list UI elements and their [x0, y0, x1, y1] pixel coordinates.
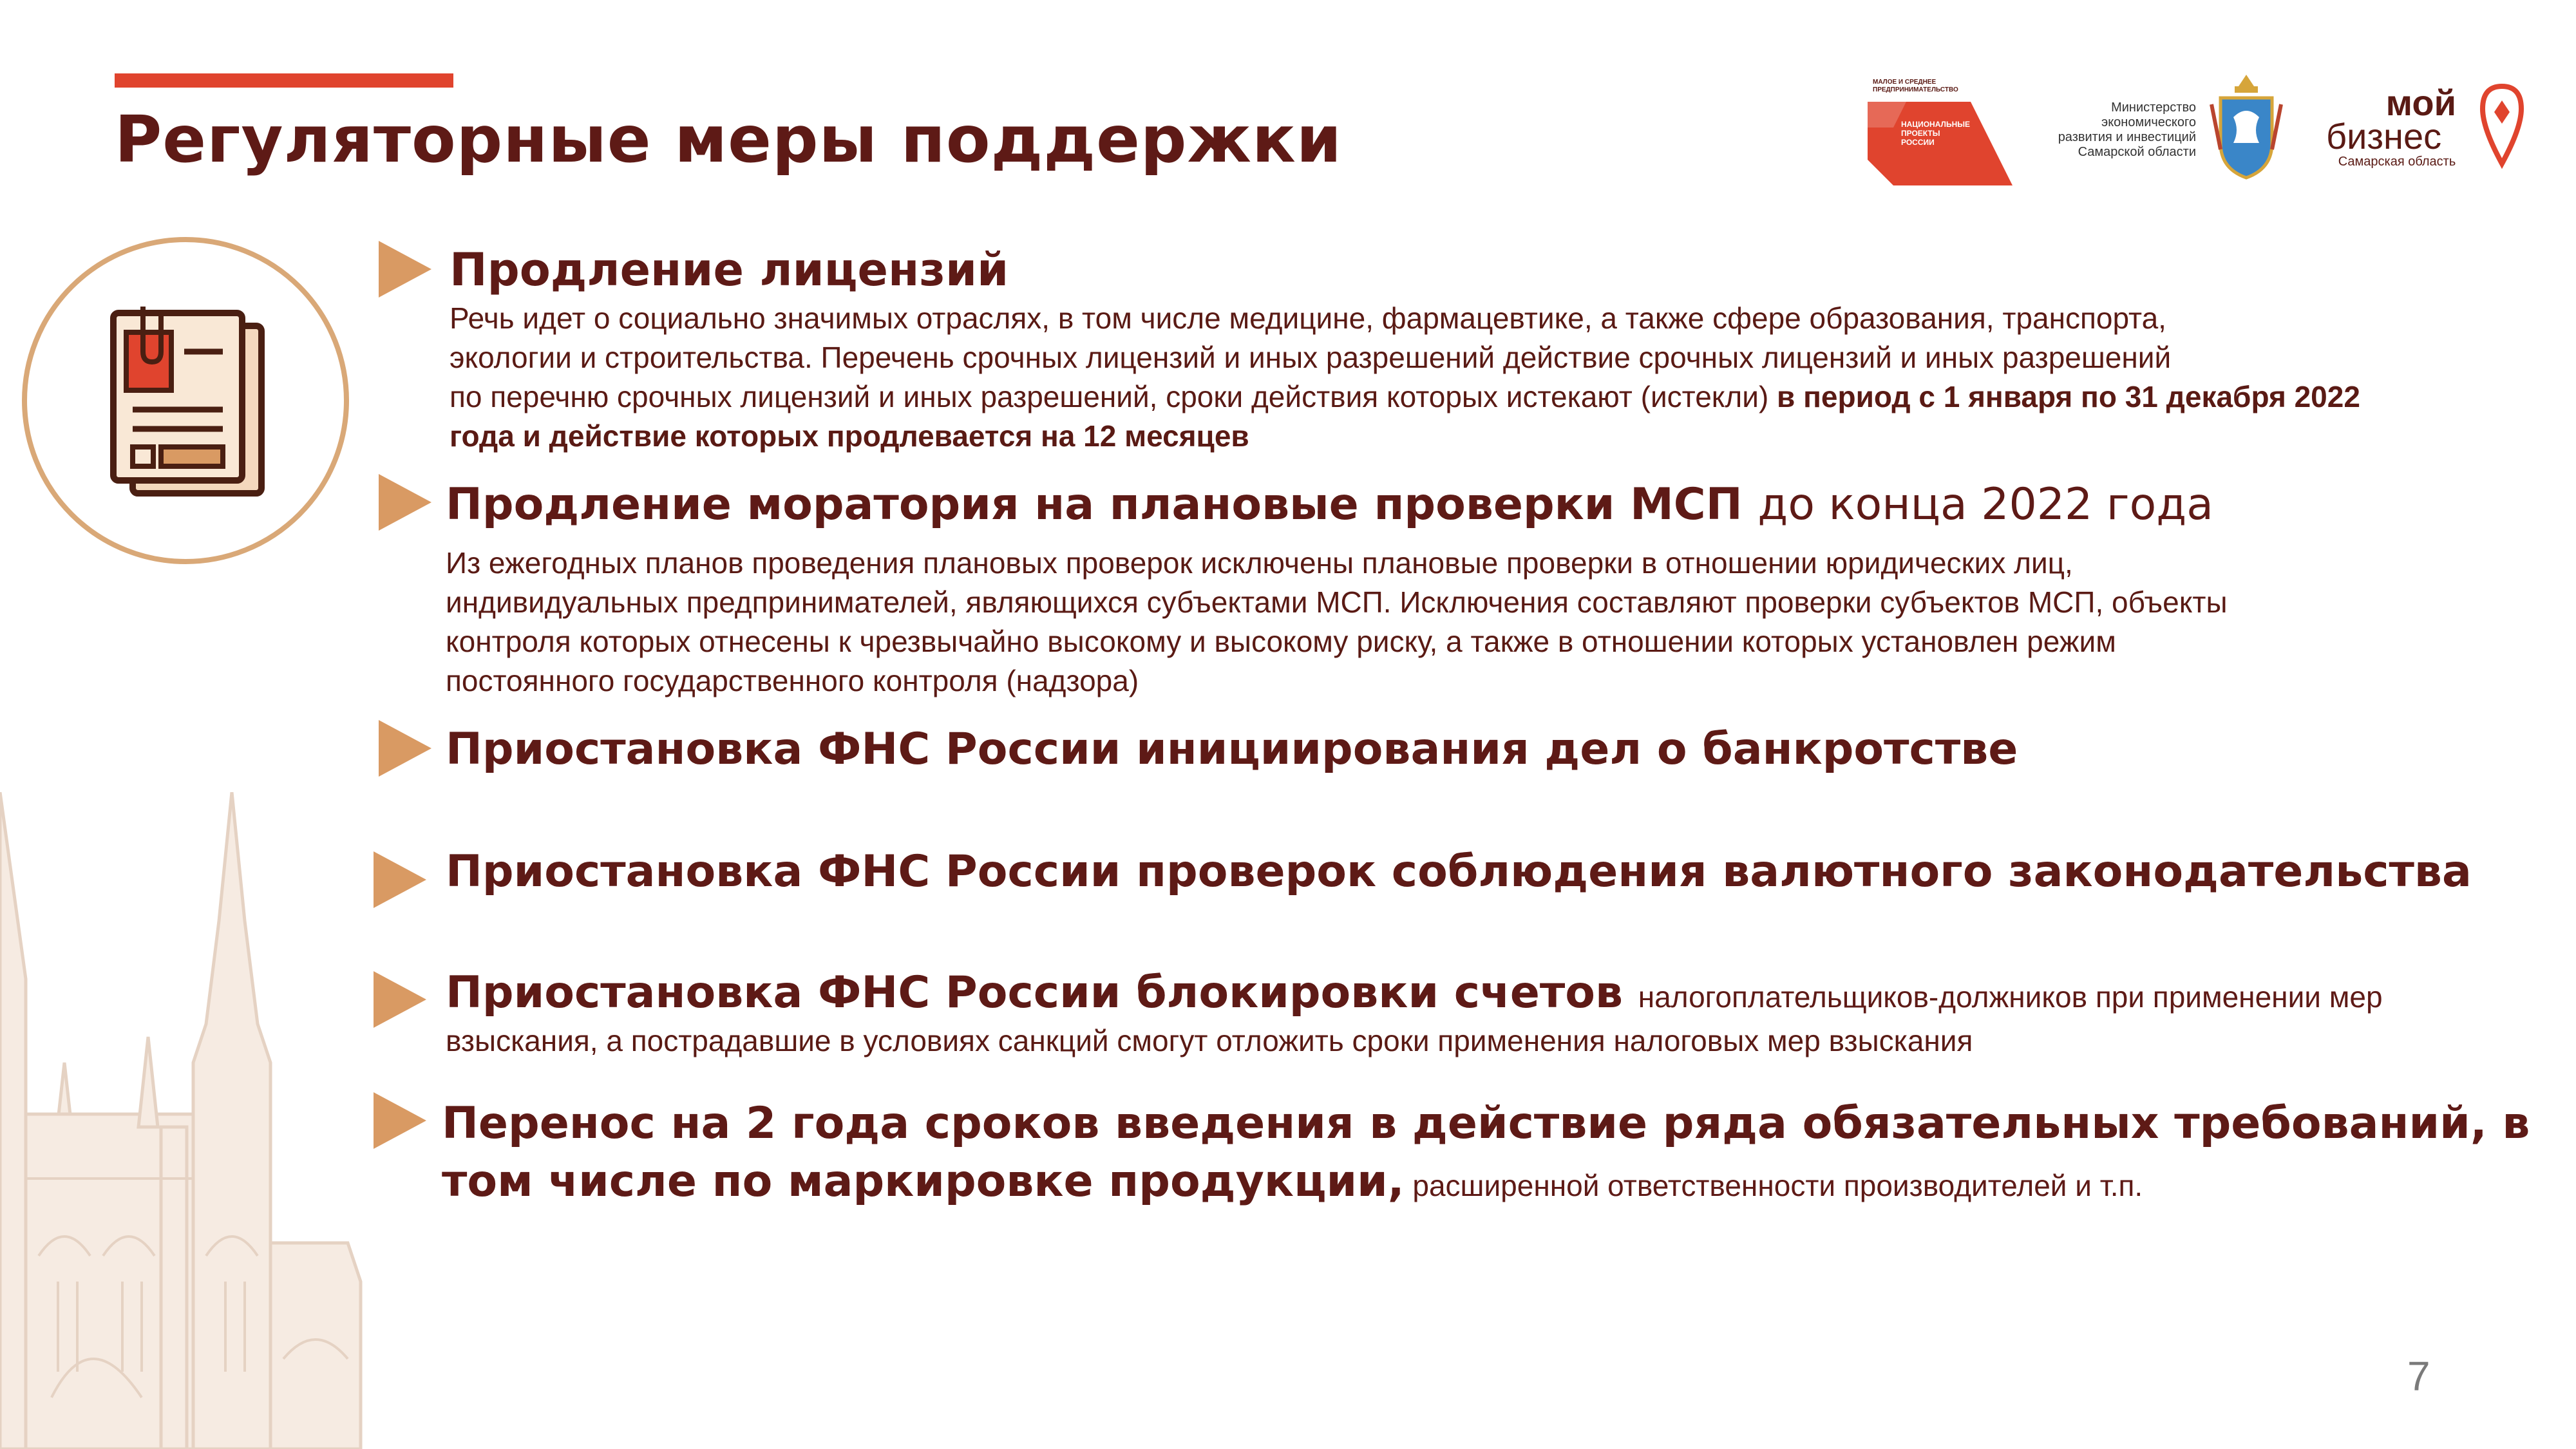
- national-projects-logo: МАЛОЕ И СРЕДНЕЕ ПРЕДПРИНИМАТЕЛЬСТВО НАЦИОНАЛЬНЫЕ ПРОЕКТЫ РОССИИ: [1868, 79, 2016, 188]
- cathedral-illustration: [0, 792, 386, 1449]
- item-heading-bankruptcy: Приостановка ФНС России инициирования дел о банкротстве: [446, 724, 2018, 775]
- item-heading-requirements: Перенос на 2 года сроков введения в действие ряда обязательных требований, в том числе по маркировке продукции, расширенной ответственности производителей и т.п.: [442, 1098, 2530, 1207]
- document-clip-icon: [94, 300, 287, 506]
- item-heading-accounts: Приостановка ФНС России блокировки счетов налогоплательщиков-должников при применении мер: [446, 967, 2383, 1018]
- item-heading-moratorium: Продление моратория на плановые проверки МСП до конца 2022 года: [446, 479, 2213, 530]
- bullet-arrow-icon: [379, 241, 431, 298]
- page-number: 7: [2407, 1353, 2430, 1399]
- location-pin-icon: [2476, 80, 2528, 183]
- document-icon-circle: [22, 237, 349, 564]
- coat-of-arms-icon: [2208, 72, 2285, 182]
- item-body-accounts: взыскания, а пострадавшие в условиях санкций смогут отложить сроки применения налоговых мер взыскания: [446, 1024, 1973, 1057]
- partner-logos: [1868, 70, 2544, 192]
- moy-biznes-logo: мой бизнес Самарская область: [2326, 82, 2456, 169]
- title-accent-bar: [115, 73, 453, 88]
- bullet-arrow-icon: [374, 1092, 426, 1149]
- item-heading-licenses: Продление лицензий: [450, 243, 1009, 296]
- item-body-moratorium: Из ежегодных планов проведения плановых проверок исключены плановые проверки в отношении юридических лиц, индивидуальных предпринимателей, являющихся субъектами МСП. Исключения составляют проверки субъектов МСП, объекты контроля которых отнесены к чрезвычайно высокому и высокому риску, а также в отношении которых установлен режим постоянного государственного контроля (надзора): [446, 546, 2228, 697]
- item-heading-currency: Приостановка ФНС России проверок соблюдения валютного законодательства: [446, 846, 2472, 897]
- ministry-logo-text: Министерство экономического развития и инвестиций Самарской области: [2058, 100, 2196, 159]
- page-title: Регуляторные меры поддержки: [115, 102, 1342, 177]
- bullet-arrow-icon: [374, 971, 426, 1028]
- bullet-arrow-icon: [379, 474, 431, 531]
- bullet-arrow-icon: [374, 851, 426, 908]
- bullet-arrow-icon: [379, 720, 431, 777]
- item-body-licenses: Речь идет о социально значимых отраслях, в том числе медицине, фармацевтике, а также сфере образования, транспорта, экологии и строительства. Перечень срочных лицензий и иных разрешений действие срочных лицензий и иных разрешений по перечню срочных лицензий и иных разрешений, сроки действия которых истекают (истекли) в период с 1 января по 31 декабря 2022 года и действие которых продлевается на 12 месяцев: [450, 301, 2360, 453]
